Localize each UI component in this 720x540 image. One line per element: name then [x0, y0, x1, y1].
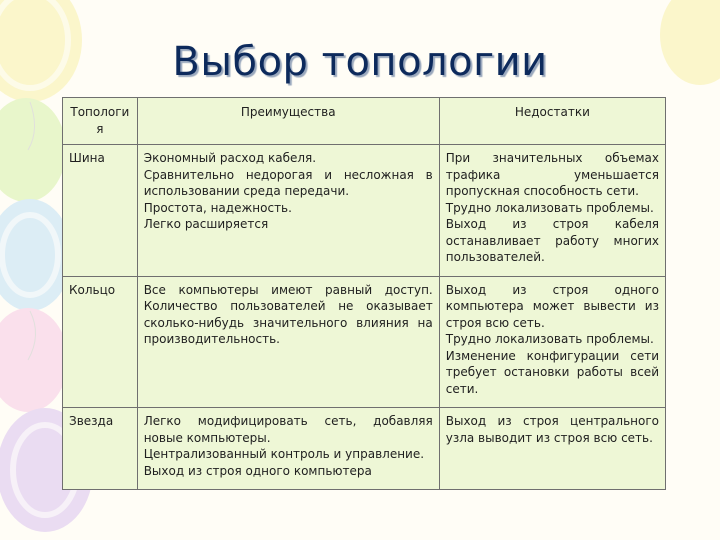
cell-topology: Звезда	[63, 408, 138, 490]
disadvantage-line: Выход из строя одного компьютера может вывести из строя всю сеть.	[445, 282, 659, 330]
disadvantage-line: Выход из строя кабеля останавливает работу многих пользователей.	[445, 217, 659, 264]
disadvantage-line: Изменение конфигурации сети требует остановки работы всей сети.	[445, 348, 659, 396]
cell-advantages	[137, 276, 439, 408]
cell-topology: Кольцо	[63, 276, 138, 408]
advantage-line: Легко расширяется	[143, 217, 269, 231]
cell-topology: Шина	[63, 145, 138, 277]
cell-disadvantages	[439, 276, 665, 408]
table-row	[63, 145, 666, 277]
cell-advantages	[137, 408, 439, 490]
table-row	[63, 276, 666, 408]
table-header-row	[63, 98, 666, 145]
advantage-line: Выход из строя одного компьютера	[143, 463, 372, 478]
advantage-line: Все компьютеры имеют равный доступ. Количество пользователей не оказывает сколько-нибудь значительного влияния на производительность.	[143, 282, 433, 346]
header-topology: Топологи я	[63, 98, 138, 145]
advantage-line: Централизованный контроль и управление.	[143, 447, 425, 461]
cell-advantages	[137, 145, 439, 277]
advantage-line: Легко модифицировать сеть, добавляя новые компьютеры.	[143, 414, 433, 445]
disadvantage-line: Выход из строя центрального узла выводит из строя всю сеть.	[445, 414, 659, 445]
advantage-line: Простота, надежность.	[143, 200, 292, 215]
header-advantages: Преимущества	[137, 98, 439, 145]
disadvantage-line: Трудно локализовать проблемы.	[445, 332, 654, 346]
header-disadvantages: Недостатки	[439, 98, 665, 145]
table-row	[63, 408, 666, 490]
cell-disadvantages	[439, 145, 665, 277]
disadvantage-line: Трудно локализовать проблемы.	[445, 200, 654, 215]
disadvantage-line: При значительных объемах трафика уменьшается пропускная способность сети.	[445, 151, 659, 198]
topology-table	[62, 97, 666, 490]
advantage-line: Экономный расход кабеля.	[143, 151, 317, 165]
slide-title: Выбор топологии	[172, 39, 548, 85]
cell-disadvantages	[439, 408, 665, 490]
advantage-line: Сравнительно недорогая и несложная в использовании среда передачи.	[143, 167, 433, 198]
